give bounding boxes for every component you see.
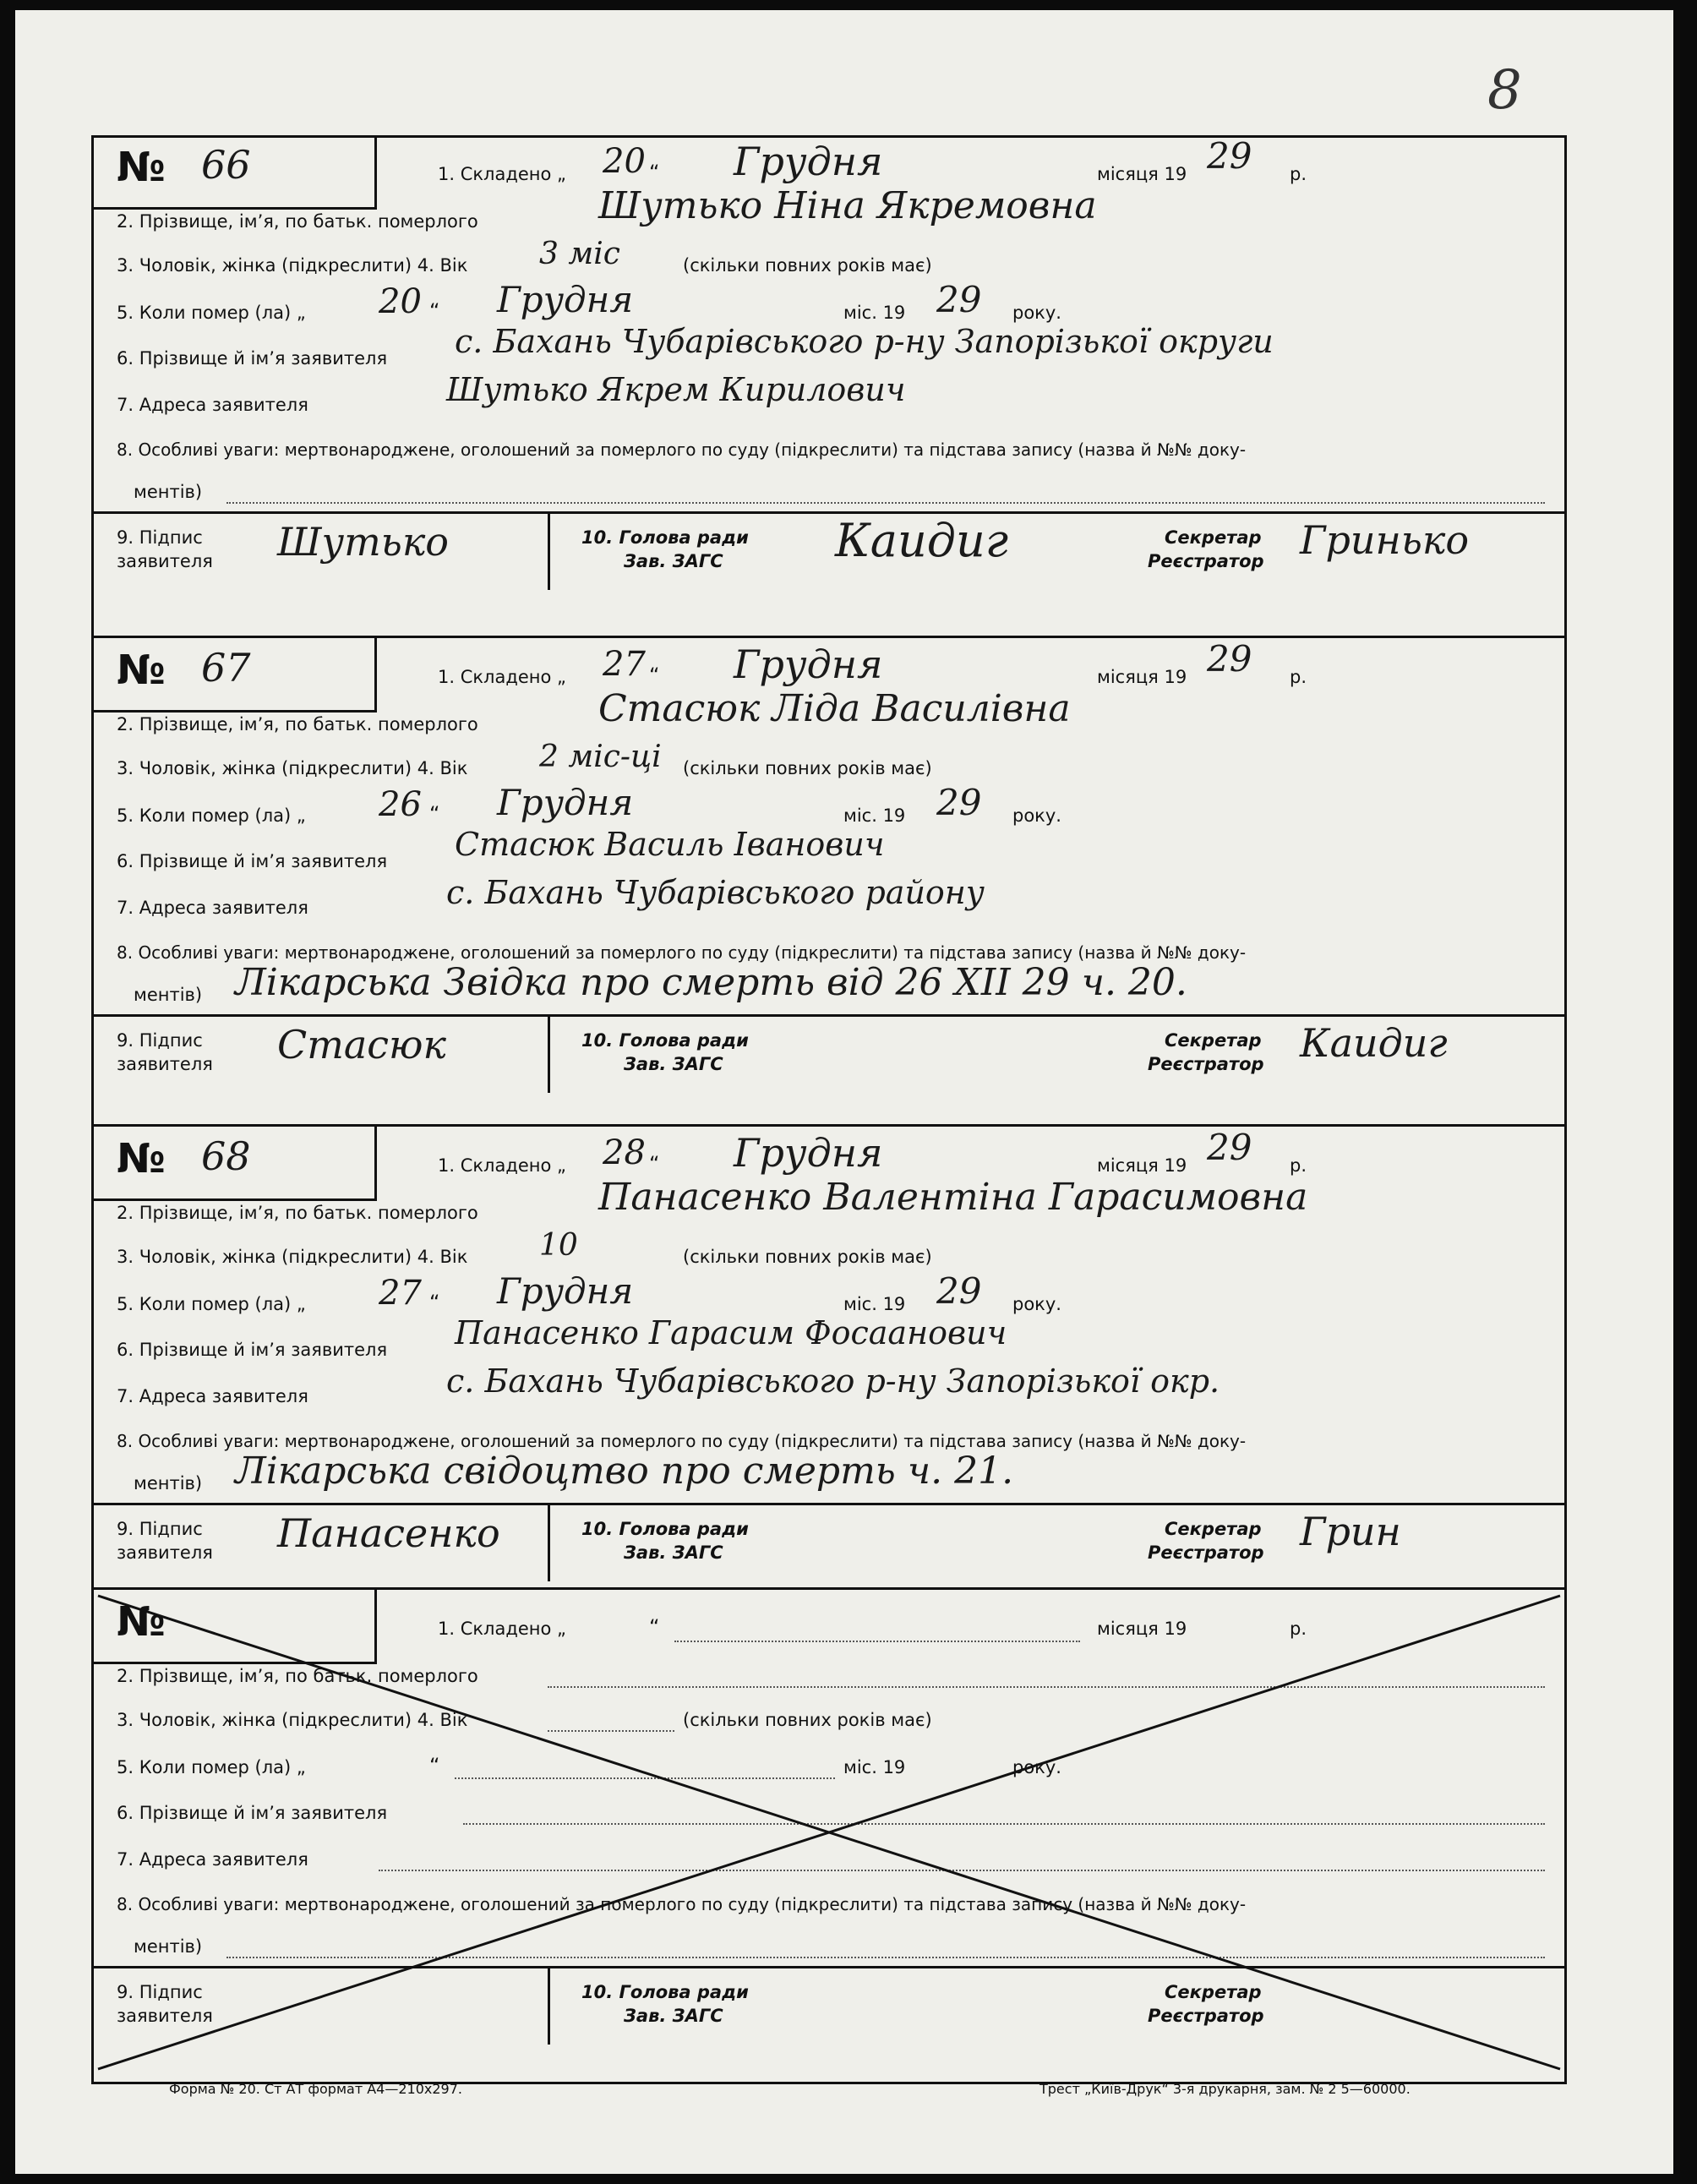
label-deceased-name: 2. Прізвище, ім’я, по батьк. померлого: [117, 714, 478, 734]
label-declarant-address: 7. Адреса заявителя: [117, 1386, 308, 1406]
label-compiled-quote: “: [649, 1615, 660, 1639]
signature-divider: [548, 1505, 550, 1581]
label-death-quote: “: [429, 299, 440, 323]
age-value: 3 міс: [539, 237, 620, 271]
declarant-signature: Панасенко: [277, 1510, 500, 1556]
declarant-name: Панасенко Гарасим Фосаанович: [455, 1314, 1007, 1351]
label-special-notes: 8. Особливі уваги: мертвонароджене, оголошений за померлого по суду (підкреслити) та підстава запису (назва й №№ доку-: [117, 942, 1247, 963]
label-head: 10. Голова ради: [581, 1982, 749, 2002]
label-compiled-r: р.: [1290, 164, 1307, 184]
label-signature: 9. Підпис: [117, 1982, 203, 2002]
compiled-day: 27: [603, 645, 646, 684]
declarant-address: Шутько Якрем Кирилович: [446, 371, 906, 408]
label-registrar: Реєстратор: [1148, 1054, 1264, 1074]
signature-divider: [548, 1017, 550, 1093]
label-registrar: Реєстратор: [1148, 551, 1264, 571]
record-number-box: [91, 135, 377, 210]
declarant-signature: Стасюк: [277, 1022, 446, 1067]
death-record: [91, 135, 1567, 630]
death-day: 27: [379, 1274, 422, 1313]
label-death-quote: “: [429, 1291, 440, 1314]
label-compiled: 1. Складено „: [438, 667, 566, 687]
label-compiled-month: місяця 19: [1097, 667, 1187, 687]
special-notes: Лікарська Звідка про смерть від 26 XII 29 ч. 20.: [235, 961, 1187, 1004]
signature-row: [91, 1014, 1567, 1093]
label-special-notes: 8. Особливі уваги: мертвонароджене, оголошений за померлого по суду (підкреслити) та підстава запису (назва й №№ доку-: [117, 1431, 1247, 1451]
declarant-name: Стасюк Василь Іванович: [455, 826, 885, 863]
label-documents: ментів): [134, 482, 203, 502]
label-compiled: 1. Складено „: [438, 1619, 566, 1639]
death-month: Грудня: [497, 279, 634, 320]
record-number: 66: [201, 142, 251, 188]
number-sign: №: [117, 144, 166, 191]
label-declarant-name: 6. Прізвище й ім’я заявителя: [117, 851, 388, 871]
cancel-cross-mark: [91, 1587, 1567, 2078]
footer-left: Форма № 20. Ст АТ формат А4—210х297.: [169, 2081, 462, 2097]
label-declarant-address: 7. Адреса заявителя: [117, 898, 308, 918]
page-number: 8: [1487, 59, 1522, 122]
label-death-date: 5. Коли помер (ла) „: [117, 1757, 306, 1777]
label-documents: ментів): [134, 985, 203, 1005]
death-day: 26: [379, 785, 422, 824]
death-day: 20: [379, 282, 422, 321]
compiled-year: 29: [1207, 638, 1252, 680]
label-compiled-quote: “: [649, 1152, 660, 1176]
signature-row: [91, 1503, 1567, 1581]
label-age-note: (скільки повних років має): [683, 1247, 932, 1267]
label-sex-age: 3. Чоловік, жінка (підкреслити) 4. Вік: [117, 255, 468, 276]
death-year: 29: [936, 1270, 982, 1312]
label-sex-age: 3. Чоловік, жінка (підкреслити) 4. Вік: [117, 758, 468, 778]
label-signature: 9. Підпис: [117, 527, 203, 548]
label-declarant-name: 6. Прізвище й ім’я заявителя: [117, 1803, 388, 1823]
label-compiled-quote: “: [649, 161, 660, 184]
label-age-note: (скільки повних років має): [683, 1710, 932, 1730]
label-declarant: заявителя: [117, 1542, 213, 1563]
head-signature: Каидиг: [835, 514, 1009, 567]
label-special-notes: 8. Особливі уваги: мертвонароджене, оголошений за померлого по суду (підкреслити) та підстава запису (назва й №№ доку-: [117, 440, 1247, 460]
label-death-month: міс. 19: [843, 303, 906, 323]
label-death-year: року.: [1012, 1757, 1061, 1777]
label-compiled-r: р.: [1290, 1155, 1307, 1176]
declarant-name: с. Бахань Чубарівського р-ну Запорізької округи: [455, 323, 1274, 360]
label-death-date: 5. Коли помер (ла) „: [117, 805, 306, 826]
declarant-signature: Шутько: [277, 519, 450, 565]
label-compiled-month: місяця 19: [1097, 1619, 1187, 1639]
number-sign: №: [117, 1598, 166, 1646]
footer-right: Трест „Київ-Друк“ 3-я друкарня, зам. № 2 5—60000.: [1039, 2081, 1411, 2097]
label-death-date: 5. Коли помер (ла) „: [117, 303, 306, 323]
label-registry-head: Зав. ЗАГС: [624, 551, 723, 571]
label-declarant: заявителя: [117, 1054, 213, 1074]
label-compiled-r: р.: [1290, 1619, 1307, 1639]
label-special-notes: 8. Особливі уваги: мертвонароджене, оголошений за померлого по суду (підкреслити) та підстава запису (назва й №№ доку-: [117, 1894, 1247, 1914]
label-secretary: Секретар: [1165, 1030, 1262, 1051]
death-record: [91, 1124, 1567, 1621]
label-deceased-name: 2. Прізвище, ім’я, по батьк. померлого: [117, 1203, 478, 1223]
deceased-name: Шутько Ніна Якремовна: [598, 184, 1097, 227]
record-number: 67: [201, 645, 251, 691]
label-sex-age: 3. Чоловік, жінка (підкреслити) 4. Вік: [117, 1247, 468, 1267]
label-registry-head: Зав. ЗАГС: [624, 2006, 723, 2026]
label-death-date: 5. Коли помер (ла) „: [117, 1294, 306, 1314]
label-registry-head: Зав. ЗАГС: [624, 1542, 723, 1563]
label-death-month: міс. 19: [843, 1294, 906, 1314]
label-death-year: року.: [1012, 805, 1061, 826]
declarant-address: с. Бахань Чубарівського району: [446, 874, 985, 911]
label-compiled-r: р.: [1290, 667, 1307, 687]
label-declarant-address: 7. Адреса заявителя: [117, 395, 308, 415]
compiled-month-name: Грудня: [734, 642, 883, 687]
label-declarant: заявителя: [117, 2006, 213, 2026]
record-number-box: [91, 1127, 377, 1201]
label-death-quote: “: [429, 802, 440, 826]
death-record: [91, 636, 1567, 1133]
compiled-year: 29: [1207, 1127, 1252, 1168]
label-age-note: (скільки повних років має): [683, 255, 932, 276]
label-deceased-name: 2. Прізвище, ім’я, по батьк. померлого: [117, 1666, 478, 1686]
label-registrar: Реєстратор: [1148, 1542, 1264, 1563]
age-value: 2 міс-ці: [539, 740, 662, 774]
label-sex-age: 3. Чоловік, жінка (підкреслити) 4. Вік: [117, 1710, 468, 1730]
deceased-name: Стасюк Ліда Василівна: [598, 687, 1071, 730]
compiled-day: 20: [603, 142, 646, 181]
label-documents: ментів): [134, 1936, 203, 1957]
compiled-year: 29: [1207, 135, 1252, 177]
label-age-note: (скільки повних років має): [683, 758, 932, 778]
compiled-month-name: Грудня: [734, 1130, 883, 1176]
label-secretary: Секретар: [1165, 527, 1262, 548]
declarant-address: с. Бахань Чубарівського р-ну Запорізької окр.: [446, 1362, 1220, 1400]
signature-divider: [548, 514, 550, 590]
label-signature: 9. Підпис: [117, 1519, 203, 1539]
label-registrar: Реєстратор: [1148, 2006, 1264, 2026]
blank-line: [226, 502, 1545, 504]
label-declarant-name: 6. Прізвище й ім’я заявителя: [117, 348, 388, 369]
label-compiled: 1. Складено „: [438, 164, 566, 184]
label-documents: ментів): [134, 1473, 203, 1493]
label-death-month: міс. 19: [843, 1757, 906, 1777]
label-head: 10. Голова ради: [581, 1030, 749, 1051]
label-declarant: заявителя: [117, 551, 213, 571]
secretary-signature: Гринько: [1300, 517, 1470, 563]
death-month: Грудня: [497, 782, 634, 823]
age-value: 10: [539, 1228, 578, 1263]
death-year: 29: [936, 279, 982, 320]
label-secretary: Секретар: [1165, 1982, 1262, 2002]
label-death-year: року.: [1012, 303, 1061, 323]
secretary-signature: Грин: [1300, 1509, 1401, 1554]
number-sign: №: [117, 647, 166, 694]
secretary-signature: Каидиг: [1300, 1020, 1448, 1066]
death-year: 29: [936, 782, 982, 823]
label-deceased-name: 2. Прізвище, ім’я, по батьк. померлого: [117, 211, 478, 232]
label-signature: 9. Підпис: [117, 1030, 203, 1051]
label-compiled-quote: “: [649, 663, 660, 687]
signature-row: [91, 511, 1567, 590]
label-head: 10. Голова ради: [581, 1519, 749, 1539]
label-death-month: міс. 19: [843, 805, 906, 826]
label-head: 10. Голова ради: [581, 527, 749, 548]
number-sign: №: [117, 1135, 166, 1182]
label-compiled: 1. Складено „: [438, 1155, 566, 1176]
label-compiled-month: місяця 19: [1097, 164, 1187, 184]
label-registry-head: Зав. ЗАГС: [624, 1054, 723, 1074]
label-declarant-address: 7. Адреса заявителя: [117, 1849, 308, 1870]
death-month: Грудня: [497, 1270, 634, 1312]
label-compiled-month: місяця 19: [1097, 1155, 1187, 1176]
record-number: 68: [201, 1133, 251, 1179]
label-secretary: Секретар: [1165, 1519, 1262, 1539]
record-number-box: [91, 638, 377, 713]
label-death-year: року.: [1012, 1294, 1061, 1314]
deceased-name: Панасенко Валентіна Гарасимовна: [598, 1176, 1308, 1219]
label-death-quote: “: [429, 1754, 440, 1777]
compiled-day: 28: [603, 1133, 646, 1172]
special-notes: Лікарська свідоцтво про смерть ч. 21.: [235, 1450, 1014, 1493]
compiled-month-name: Грудня: [734, 139, 883, 184]
label-declarant-name: 6. Прізвище й ім’я заявителя: [117, 1340, 388, 1360]
